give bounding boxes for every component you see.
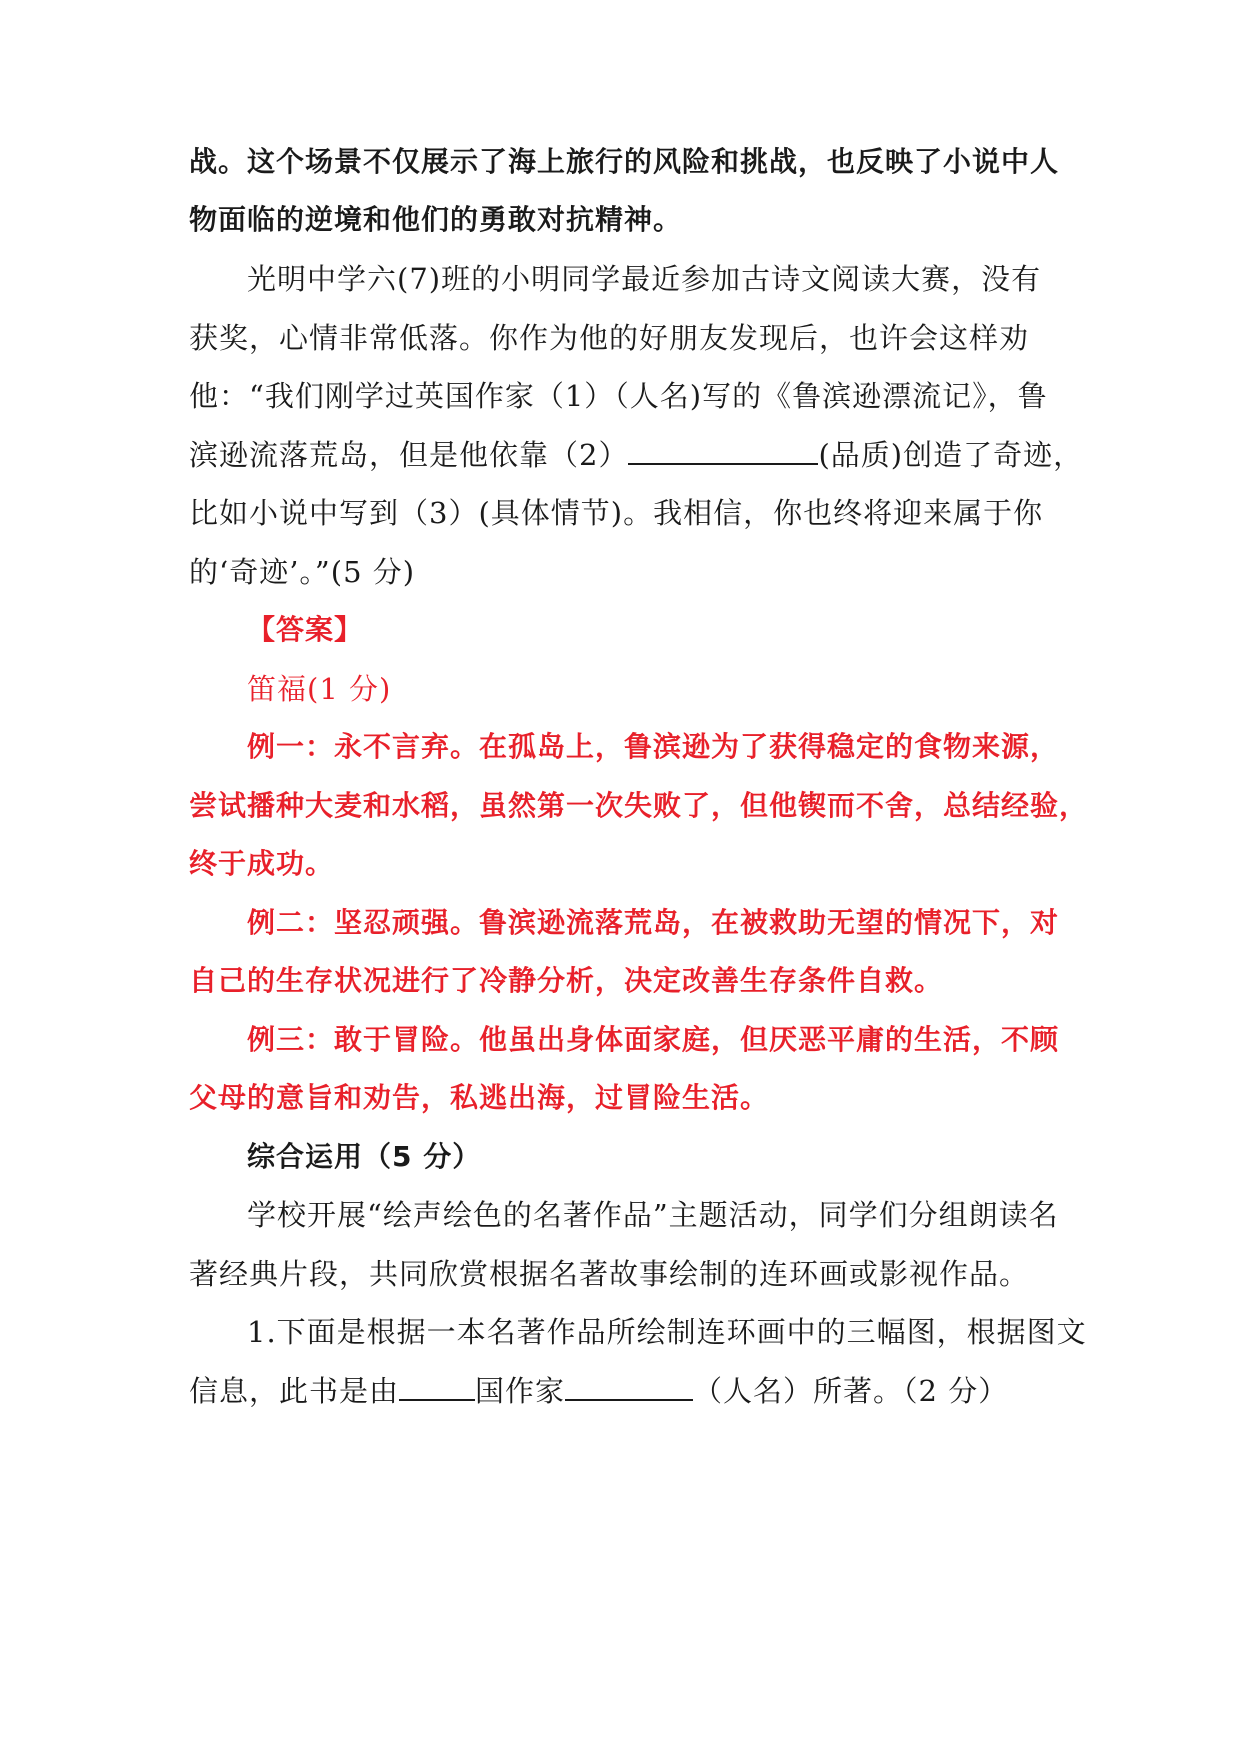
question-line-3: 他：“我们刚学过英国作家（1）（人名)写的《鲁滨逊漂流记》，鲁 [189,379,1048,413]
question-line-6: 的‘奇迹’。”(5 分) [189,555,416,589]
question-line-4 [189,435,1084,475]
question-line-4-start: 滨逊流落荒岛，但是他依靠（2） [189,438,629,472]
answer-heading: 【答案】 [247,613,364,646]
answer-blank-author [565,1371,693,1401]
answer-author: 笛福(1 分) [247,672,392,706]
example-3-line-2: 父母的意旨和劝告，私逃出海，过冒险生活。 [189,1081,770,1114]
intro-line-2: 物面临的逆境和他们的勇敢对抗精神。 [189,203,683,236]
example-1-line-1: 例一：永不言弃。在孤岛上，鲁滨逊为了获得稳定的食物来源， [247,730,1060,763]
answer-blank-country [399,1371,475,1401]
intro-line-1: 战。这个场景不仅展示了海上旅行的风险和挑战，也反映了小说中人 [189,145,1060,178]
section-para-line-2: 著经典片段，共同欣赏根据名著故事绘制的连环画或影视作品。 [189,1257,1030,1291]
question-1-line-2 [189,1371,1069,1411]
question-1-line-1: 1.下面是根据一本名著作品所绘制连环画中的三幅图，根据图文 [247,1315,1087,1349]
example-2-line-2: 自己的生存状况进行了冷静分析，决定改善生存条件自救。 [189,964,944,997]
question-line-5: 比如小说中写到（3）(具体情节)。我相信，你也终将迎来属于你 [189,496,1044,530]
question-1-middle: 国作家 [475,1374,566,1408]
question-1-end: （人名）所著。（2 分） [693,1374,1009,1408]
example-2-line-1: 例二：坚忍顽强。鲁滨逊流落荒岛，在被救助无望的情况下，对 [247,906,1060,939]
question-line-2: 获奖，心情非常低落。你作为他的好朋友发现后，也许会这样劝 [189,321,1030,355]
section-para-line-1: 学校开展“绘声绘色的名著作品”主题活动，同学们分组朗读名 [247,1198,1059,1232]
question-line-1: 光明中学六(7)班的小明同学最近参加古诗文阅读大赛，没有 [247,262,1042,296]
question-line-4-end: (品质)创造了奇迹， [818,438,1084,472]
example-3-line-1: 例三：敢于冒险。他虽出身体面家庭，但厌恶平庸的生活，不顾 [247,1023,1060,1056]
example-1-line-2: 尝试播种大麦和水稻，虽然第一次失败了，但他锲而不舍，总结经验， [189,789,1089,822]
section-heading: 综合运用（5 分） [247,1140,482,1173]
answer-blank-2 [628,435,818,465]
question-1-start: 信息，此书是由 [189,1374,400,1408]
example-1-line-3: 终于成功。 [189,847,335,880]
